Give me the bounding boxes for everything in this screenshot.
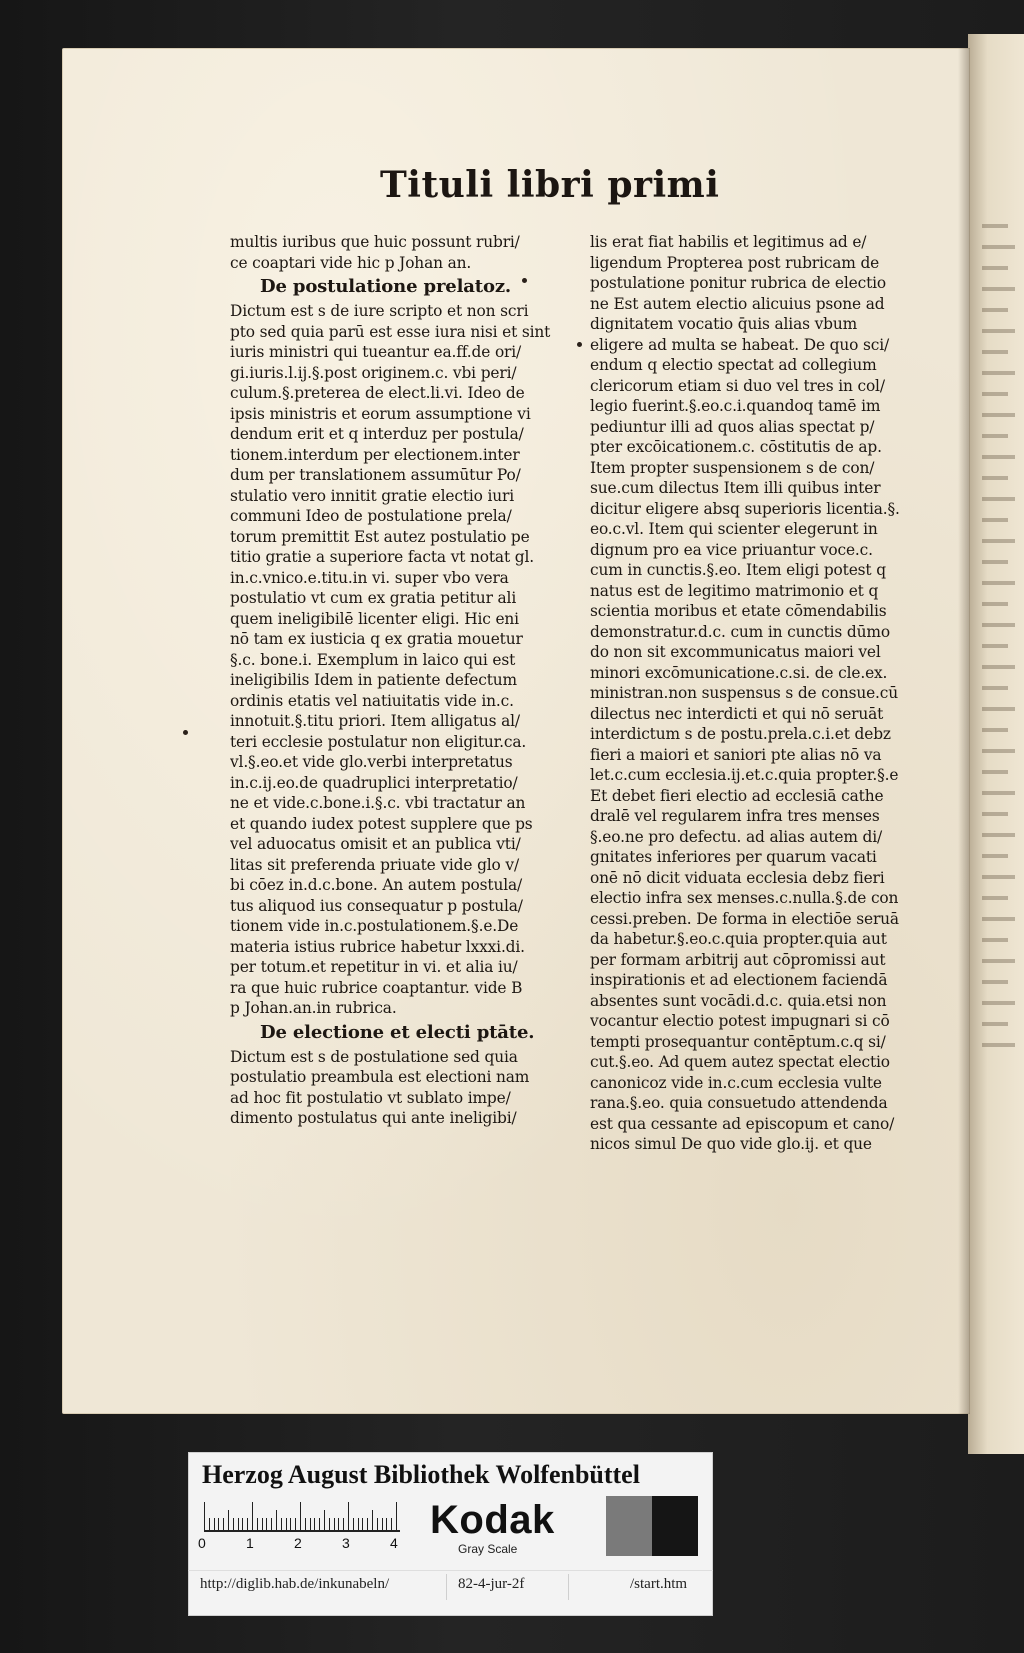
ghost-text-line [982, 791, 1015, 795]
text-line: stulatio vero innitit gratie electio iuri [230, 486, 515, 505]
ruler-tick [281, 1518, 282, 1530]
page-gutter-shadow [958, 48, 970, 1414]
text-line: sue.cum dilectus Item illi quibus inter [590, 479, 881, 497]
ghost-text-line [982, 539, 1015, 543]
ghost-text-line [982, 980, 1008, 984]
ghost-text-line [982, 560, 1008, 564]
ruler-tick [386, 1518, 387, 1530]
text-line: dendum erit et q interduz per postula/ [230, 425, 524, 443]
text-line: bi cōez in.d.c.bone. An autem postula/ [230, 876, 523, 894]
text-line: pter excōicationem.c. cōstitutis de ap. [590, 438, 882, 456]
text-line: quem ineligibilē licenter eligi. Hic eni [230, 609, 519, 628]
text-line: teri ecclesie postulatur non eligitur.ca. [230, 732, 527, 751]
ghost-text-line [982, 350, 1008, 354]
ruler-tick [396, 1502, 397, 1530]
gray-scale-label: Gray Scale [458, 1542, 518, 1556]
ruler-tick [257, 1518, 258, 1530]
source-url: http://diglib.hab.de/inkunabeln/ [200, 1576, 390, 1592]
text-line: dimento postulatus qui ante ineligibi/ [230, 1109, 517, 1127]
text-line: communi Ideo de postulatione prela/ [230, 507, 512, 525]
text-line: onē nō dicit viduata ecclesia debz fieri [590, 868, 885, 887]
text-line: in.c.vnico.e.titu.in vi. super vbo vera [230, 568, 509, 587]
text-line: gnitates inferiores per quarum vacati [590, 848, 877, 866]
text-line: Dictum est s de postulatione sed quia [230, 1047, 518, 1066]
ruler-tick [305, 1518, 306, 1530]
text-line: cum in cunctis.§.eo. Item eligi potest q [590, 561, 886, 579]
running-head: Tituli libri primi [380, 164, 720, 206]
ruler-number: 3 [342, 1535, 350, 1551]
text-line: let.c.cum ecclesia.ij.et.c.quia propter.§.e [590, 766, 899, 784]
text-line: nicos simul De quo vide glo.ij. et que [590, 1135, 872, 1153]
ghost-text-line [982, 266, 1008, 270]
text-line: dicitur eligere absq superioris licentia.§. [590, 499, 900, 518]
text-line: §.c. bone.i. Exemplum in laico qui est [230, 650, 516, 669]
kodak-logo: Kodak [430, 1498, 555, 1542]
text-line: cessi.preben. De forma in electiōe seruā [590, 909, 899, 928]
ghost-text-line [982, 497, 1015, 501]
ruler-tick [286, 1518, 287, 1530]
ruler-tick [276, 1510, 277, 1530]
ruler-tick [290, 1518, 291, 1530]
ruler-tick [367, 1518, 368, 1530]
text-line: inspirationis et ad electionem faciendā [590, 971, 888, 989]
ghost-text-line [982, 686, 1008, 690]
ghost-text-line [982, 875, 1015, 879]
ruler-tick [228, 1510, 229, 1530]
text-line: est qua cessante ad episcopum et cano/ [590, 1114, 895, 1133]
text-line: Dictum est s de iure scripto et non scri [230, 302, 529, 320]
text-line: rana.§.eo. quia consuetudo attendenda [590, 1094, 888, 1112]
text-line: fieri a maiori et saniori pte alias nō va [590, 745, 882, 764]
ghost-text-line [982, 959, 1015, 963]
card-separator [568, 1574, 569, 1600]
ruler-tick [377, 1518, 378, 1530]
text-line: vel aduocatus omisit et an publica vti/ [230, 835, 521, 853]
text-line: postulatione ponitur rubrica de electio [590, 274, 887, 292]
text-line: demonstratur.d.c. cum in cunctis dūmo [590, 622, 890, 641]
ghost-text-line [982, 224, 1008, 228]
section-heading: De electione et electi ptāte. [260, 1021, 535, 1043]
text-line: absentes sunt vocādi.d.c. quia.etsi non [590, 991, 887, 1010]
ruler-tick [242, 1518, 243, 1530]
ghost-text-line [982, 938, 1008, 942]
text-line: multis iuribus que huic possunt rubri/ [230, 233, 520, 251]
text-line: do non sit excommunicatus maiori vel [590, 643, 881, 661]
ghost-text-line [982, 812, 1008, 816]
ruler-tick [209, 1518, 210, 1530]
ghost-text-line [982, 770, 1008, 774]
text-line: postulatio preambula est electioni nam [230, 1068, 530, 1086]
ruler-tick [319, 1518, 320, 1530]
ruler-tick [310, 1518, 311, 1530]
text-line: ad hoc fit postulatio vt sublato impe/ [230, 1088, 511, 1107]
ghost-text-line [982, 1022, 1008, 1026]
ghost-text-line [982, 917, 1015, 921]
text-line: ce coaptari vide hic p Johan an. [230, 253, 472, 272]
text-line: scientia moribus et etate cōmendabilis [590, 602, 887, 620]
text-line: in.c.ij.eo.de quadruplici interpretatio/ [230, 773, 518, 792]
ghost-text-line [982, 707, 1015, 711]
text-line: vl.§.eo.et vide glo.verbi interpretatus [230, 753, 513, 771]
ghost-text-line [982, 896, 1008, 900]
library-name: Herzog August Bibliothek Wolfenbüttel [202, 1460, 640, 1489]
ruler-tick [218, 1518, 219, 1530]
text-line: vocantur electio potest impugnari si cō [590, 1012, 890, 1030]
text-line: torum premittit Est autez postulatio pe [230, 527, 530, 546]
scale-ruler [204, 1500, 400, 1532]
text-line: ra que huic rubrice coaptantur. vide B [230, 978, 523, 997]
gray-swatches [606, 1496, 698, 1556]
ghost-text-line [982, 476, 1008, 480]
text-line: nō tam ex iusticia q ex gratia mouetur [230, 630, 523, 648]
ruler-number: 0 [198, 1535, 206, 1551]
ruler-tick [362, 1518, 363, 1530]
ruler-tick [348, 1502, 349, 1530]
card-divider [188, 1570, 713, 1571]
text-line: tionem vide in.c.postulationem.§.e.De [230, 917, 519, 935]
text-line: minori excōmunicatione.c.si. de cle.ex. [590, 663, 888, 682]
ruler-tick [252, 1502, 253, 1530]
marginal-dot [522, 278, 527, 283]
ghost-text-line [982, 728, 1008, 732]
ghost-text-line [982, 392, 1008, 396]
start-link[interactable]: /start.htm [630, 1576, 688, 1592]
ruler-tick [391, 1518, 392, 1530]
text-line: legio fuerint.§.eo.c.i.quandoq tamē im [590, 397, 881, 415]
ruler-tick [353, 1518, 354, 1530]
ruler-number: 2 [294, 1535, 302, 1551]
ruler-tick [329, 1518, 330, 1530]
ruler-tick [295, 1518, 296, 1530]
text-line: per totum.et repetitur in vi. et alia iu/ [230, 958, 518, 976]
text-line: titio gratie a superiore facta vt notat gl. [230, 548, 534, 566]
text-line: canonicoz vide in.c.cum ecclesia vulte [590, 1073, 882, 1092]
text-line: postulatio vt cum ex gratia petitur ali [230, 589, 517, 607]
text-line: iuris ministri qui tueantur ea.ff.de ori/ [230, 343, 522, 361]
ruler-tick [343, 1518, 344, 1530]
text-line: materia istius rubrice habetur lxxxi.di. [230, 937, 525, 956]
ruler-tick [214, 1518, 215, 1530]
text-line: ne et vide.c.bone.i.§.c. vbi tractatur an [230, 794, 526, 812]
text-line: dum per translationem assumūtur Po/ [230, 466, 521, 484]
right-column [590, 232, 920, 1155]
ruler-tick [247, 1518, 248, 1530]
ruler-tick [324, 1510, 325, 1530]
text-line: tus aliquod ius consequatur p postula/ [230, 896, 523, 915]
ruler-numbers [198, 1535, 418, 1553]
ruler-tick [338, 1518, 339, 1530]
text-line: et quando iudex potest supplere que ps [230, 814, 533, 833]
ghost-text-line [982, 434, 1008, 438]
text-line: tempti prosequantur contēptum.c.q si/ [590, 1032, 886, 1051]
gray-swatch [606, 1496, 652, 1556]
ghost-text-line [982, 308, 1008, 312]
ghost-text-line [982, 749, 1015, 753]
ruler-tick [204, 1502, 205, 1530]
ruler-number: 4 [390, 1535, 398, 1551]
ghost-text-line [982, 665, 1015, 669]
ghost-text-line [982, 581, 1015, 585]
ruler-tick [266, 1518, 267, 1530]
section-heading: De postulatione prelatoz. [260, 276, 512, 297]
text-line: tionem.interdum per electionem.inter [230, 445, 520, 464]
text-line: electio infra sex menses.c.nulla.§.de con [590, 889, 899, 907]
ghost-text-line [982, 644, 1008, 648]
ghost-text-line [982, 833, 1015, 837]
ruler-tick [334, 1518, 335, 1530]
ghost-text-line [982, 518, 1008, 522]
ghost-text-line [982, 1043, 1015, 1047]
text-line: litas sit preferenda priuate vide glo v/ [230, 855, 519, 874]
text-line: §.eo.ne pro defectu. ad alias autem di/ [590, 827, 883, 846]
ghost-text-line [982, 329, 1015, 333]
text-line: endum q electio spectat ad collegium [590, 356, 877, 374]
ghost-text-line [982, 413, 1015, 417]
ghost-text-line [982, 854, 1008, 858]
text-line: da habetur.§.eo.c.quia propter.quia aut [590, 930, 887, 948]
text-line: ordinis etatis vel natiuitatis vide in.c. [230, 691, 514, 710]
text-line: pediuntur illi ad quos alias spectat p/ [590, 417, 875, 436]
ruler-tick [372, 1510, 373, 1530]
text-line: pto sed quia parū est esse iura nisi et sint [230, 322, 551, 341]
text-line: ne Est autem electio alicuius psone ad [590, 294, 885, 313]
ruler-tick [271, 1518, 272, 1530]
ghost-text-line [982, 245, 1015, 249]
left-column [230, 232, 562, 1129]
text-line: cut.§.eo. Ad quem autez spectat electio [590, 1053, 890, 1071]
ghost-text-line [982, 1001, 1015, 1005]
shelfmark: 82-4-jur-2f [458, 1576, 525, 1592]
text-line: interdictum s de postu.prela.c.i.et debz [590, 725, 891, 743]
ghost-text-line [982, 623, 1015, 627]
card-separator [446, 1574, 447, 1600]
ghost-text-line [982, 455, 1015, 459]
text-line: ligendum Propterea post rubricam de [590, 253, 880, 272]
text-line: Item propter suspensionem s de con/ [590, 458, 875, 477]
text-line: innotuit.§.titu priori. Item alligatus al/ [230, 712, 520, 730]
ruler-tick [358, 1518, 359, 1530]
ruler-tick [314, 1518, 315, 1530]
marginal-dot [183, 730, 188, 735]
text-line: dignum pro ea vice priuantur voce.c. [590, 540, 873, 559]
text-line: per formam arbitrij aut cōpromissi aut [590, 950, 886, 969]
calibration-card [188, 1452, 713, 1616]
ruler-number: 1 [246, 1535, 254, 1551]
ruler-tick [238, 1518, 239, 1530]
text-line: ipsis ministris et eorum assumptione vi [230, 404, 531, 423]
ruler-tick [300, 1502, 301, 1530]
ghost-text-line [982, 602, 1008, 606]
text-line: dilectus nec interdicti et qui nō seruāt [590, 704, 884, 723]
text-line: ineligibilis Idem in patiente defectum [230, 671, 517, 689]
text-line: lis erat fiat habilis et legitimus ad e/ [590, 233, 867, 251]
text-line: clericorum etiam si duo vel tres in col/ [590, 376, 885, 395]
ghost-text-line [982, 287, 1015, 291]
ruler-tick [223, 1518, 224, 1530]
text-line: p Johan.an.in rubrica. [230, 999, 397, 1017]
text-line: dignitatem vocatio q̄uis alias vbum [590, 315, 858, 333]
marginal-dot [577, 342, 582, 347]
ruler-tick [382, 1518, 383, 1530]
ruler-tick [262, 1518, 263, 1530]
text-line: ministran.non suspensus s de consue.cū [590, 684, 899, 702]
text-line: dralē vel regularem infra tres menses [590, 807, 880, 825]
text-line: eo.c.vl. Item qui scienter elegerunt in [590, 520, 878, 538]
adjacent-page-edge [968, 34, 1024, 1454]
ghost-text-line [982, 371, 1015, 375]
text-line: gi.iuris.l.ij.§.post originem.c. vbi peri/ [230, 363, 517, 382]
text-line: culum.§.preterea de elect.li.vi. Ideo de [230, 384, 525, 402]
gray-swatch [652, 1496, 698, 1556]
text-line: natus est de legitimo matrimonio et q [590, 581, 879, 600]
text-line: eligere ad multa se habeat. De quo sci/ [590, 335, 890, 354]
ruler-tick [233, 1518, 234, 1530]
text-line: Et debet fieri electio ad ecclesiā cathe [590, 786, 884, 805]
